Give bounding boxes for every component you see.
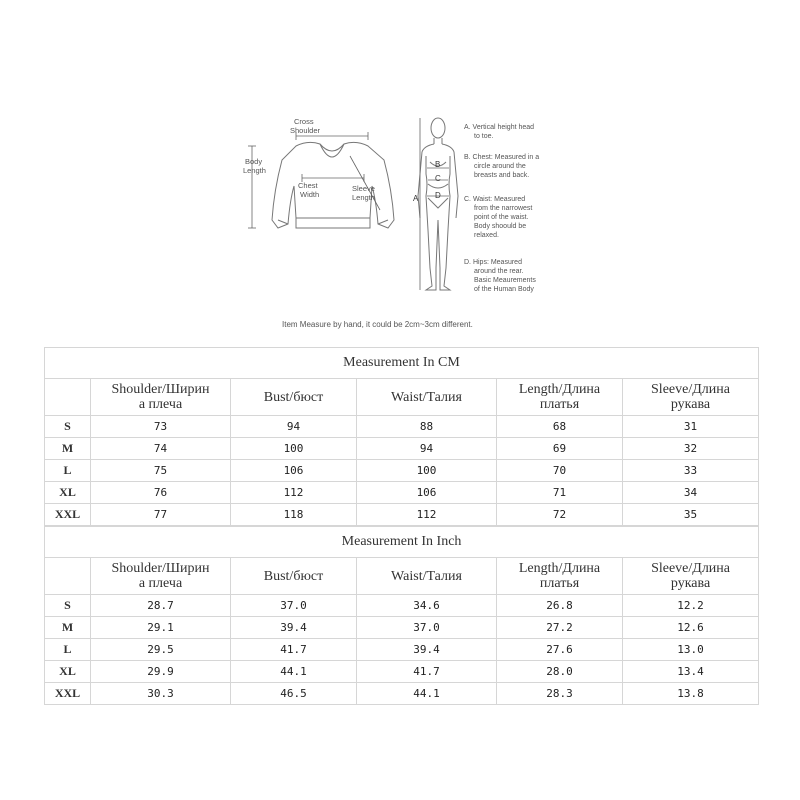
cm-header-shoulder-2: а плеча	[138, 397, 183, 412]
shoulder-cell: 28.7	[91, 595, 231, 617]
length-cell: 26.8	[497, 595, 623, 617]
length-cell: 70	[497, 460, 623, 482]
waist-cell: 94	[357, 438, 497, 460]
length-cell: 28.0	[497, 661, 623, 683]
note-b-2: circle around the	[474, 163, 526, 170]
bust-cell: 46.5	[231, 683, 357, 705]
letter-a: A	[413, 194, 419, 203]
letter-b: B	[435, 160, 441, 169]
note-c-5: relaxed.	[474, 232, 499, 239]
waist-cell: 100	[357, 460, 497, 482]
length-cell: 27.6	[497, 639, 623, 661]
sleeve-cell: 12.2	[623, 595, 759, 617]
inch-table-title: Measurement In Inch	[45, 527, 759, 558]
cm-table-title: Measurement In CM	[45, 348, 759, 379]
inch-header-sleeve-1: Sleeve/Длина	[651, 561, 731, 576]
length-cell: 69	[497, 438, 623, 460]
shoulder-label-2: Shoulder	[290, 126, 321, 135]
size-cell: XXL	[45, 504, 91, 526]
note-d-4: of the Human Body	[474, 286, 534, 293]
inch-header-length	[497, 558, 623, 595]
shoulder-cell: 29.1	[91, 617, 231, 639]
waist-cell: 34.6	[357, 595, 497, 617]
sleeve-cell: 13.4	[623, 661, 759, 683]
length-cell: 68	[497, 416, 623, 438]
table-row	[45, 661, 759, 683]
sleeve-cell: 34	[623, 482, 759, 504]
cm-header-length-2: платья	[539, 397, 580, 412]
sweater-sketch	[272, 142, 394, 228]
bust-cell: 100	[231, 438, 357, 460]
table-row	[45, 460, 759, 482]
cm-header-length	[497, 379, 623, 416]
shoulder-cell: 30.3	[91, 683, 231, 705]
waist-cell: 112	[357, 504, 497, 526]
cm-header-sleeve-1: Sleeve/Длина	[651, 382, 730, 397]
size-cell: XL	[45, 482, 91, 504]
sleeve-cell: 35	[623, 504, 759, 526]
sleeve-length-label-1: Sleeve	[352, 184, 375, 193]
bust-cell: 41.7	[231, 639, 357, 661]
shoulder-cell: 74	[91, 438, 231, 460]
sleeve-cell: 13.0	[623, 639, 759, 661]
note-c-4: Body shoould be	[474, 223, 527, 230]
size-cell: XXL	[45, 683, 91, 705]
table-row	[45, 639, 759, 661]
length-cell: 72	[497, 504, 623, 526]
cm-header-corner	[45, 379, 91, 416]
size-cell: M	[45, 617, 91, 639]
length-cell: 28.3	[497, 683, 623, 705]
inch-header-corner	[45, 558, 91, 595]
inch-header-waist: Waist/Талия	[357, 558, 497, 595]
body-figure	[418, 118, 458, 290]
chest-width-label-1: Chest	[298, 181, 318, 190]
table-row	[45, 683, 759, 705]
sleeve-length-label-2: Length	[352, 193, 375, 202]
table-row	[45, 595, 759, 617]
illustration-svg	[228, 100, 568, 340]
note-c-1: C. Waist: Measured	[464, 196, 526, 203]
sleeve-cell: 13.8	[623, 683, 759, 705]
inch-header-length-1: Length/Длина	[518, 561, 601, 576]
note-d-3: Basic Meaurements	[474, 277, 536, 284]
body-length-label-1: Body	[245, 157, 263, 166]
cm-header-shoulder-1: Shoulder/Ширин	[111, 382, 210, 397]
size-cell: S	[45, 595, 91, 617]
note-b-1: B. Chest: Measured in a	[464, 154, 540, 161]
shoulder-cell: 76	[91, 482, 231, 504]
inch-header-shoulder-1: Shoulder/Ширин	[111, 561, 210, 576]
waist-cell: 44.1	[357, 683, 497, 705]
bust-cell: 106	[231, 460, 357, 482]
measure-footnote: Item Measure by hand, it could be 2cm~3cm different.	[282, 320, 473, 329]
bust-cell: 39.4	[231, 617, 357, 639]
sleeve-cell: 12.6	[623, 617, 759, 639]
cm-header-bust: Bust/бюст	[231, 379, 357, 416]
inch-header-shoulder	[91, 558, 231, 595]
cm-header-sleeve	[623, 379, 759, 416]
letter-c: C	[435, 174, 441, 183]
table-row	[45, 482, 759, 504]
waist-cell: 88	[357, 416, 497, 438]
shoulder-cell: 29.9	[91, 661, 231, 683]
bust-cell: 37.0	[231, 595, 357, 617]
inch-header-sleeve-2: рукава	[670, 576, 711, 591]
note-c-3: point of the waist.	[474, 214, 529, 221]
sleeve-cell: 31	[623, 416, 759, 438]
size-cell: XL	[45, 661, 91, 683]
cross-label-1: Cross	[294, 117, 314, 126]
waist-cell: 106	[357, 482, 497, 504]
inch-header-shoulder-2: а плеча	[138, 576, 183, 591]
size-cell: L	[45, 460, 91, 482]
inch-header-bust: Bust/бюст	[231, 558, 357, 595]
note-a-1: A. Vertical height head	[464, 124, 535, 131]
note-d-2: around the rear.	[474, 268, 524, 275]
bust-cell: 112	[231, 482, 357, 504]
bust-cell: 94	[231, 416, 357, 438]
waist-cell: 39.4	[357, 639, 497, 661]
cm-size-table	[44, 347, 759, 526]
shoulder-cell: 29.5	[91, 639, 231, 661]
table-row	[45, 416, 759, 438]
table-row	[45, 504, 759, 526]
shoulder-cell: 77	[91, 504, 231, 526]
cm-header-sleeve-2: рукава	[670, 397, 711, 412]
length-cell: 27.2	[497, 617, 623, 639]
note-a-2: to toe.	[474, 133, 494, 140]
size-cell: L	[45, 639, 91, 661]
length-cell: 71	[497, 482, 623, 504]
letter-d: D	[435, 191, 441, 200]
table-row	[45, 617, 759, 639]
shoulder-cell: 73	[91, 416, 231, 438]
cm-header-waist: Waist/Талия	[357, 379, 497, 416]
inch-header-length-2: платья	[539, 576, 580, 591]
note-d-1: D. Hips: Measured	[464, 259, 522, 266]
note-c-2: from the narrowest	[474, 205, 533, 212]
measurement-illustration	[228, 100, 568, 340]
size-cell: S	[45, 416, 91, 438]
waist-cell: 41.7	[357, 661, 497, 683]
inch-size-table	[44, 526, 759, 705]
chest-width-label-2: Width	[300, 190, 320, 199]
body-length-label-2: Length	[243, 166, 266, 175]
cm-header-shoulder	[91, 379, 231, 416]
inch-header-sleeve	[623, 558, 759, 595]
waist-cell: 37.0	[357, 617, 497, 639]
cm-header-length-1: Length/Длина	[518, 382, 601, 397]
bust-cell: 118	[231, 504, 357, 526]
sleeve-cell: 32	[623, 438, 759, 460]
bust-cell: 44.1	[231, 661, 357, 683]
table-row	[45, 438, 759, 460]
sleeve-cell: 33	[623, 460, 759, 482]
note-b-3: breasts and back.	[474, 172, 530, 179]
size-cell: M	[45, 438, 91, 460]
shoulder-cell: 75	[91, 460, 231, 482]
